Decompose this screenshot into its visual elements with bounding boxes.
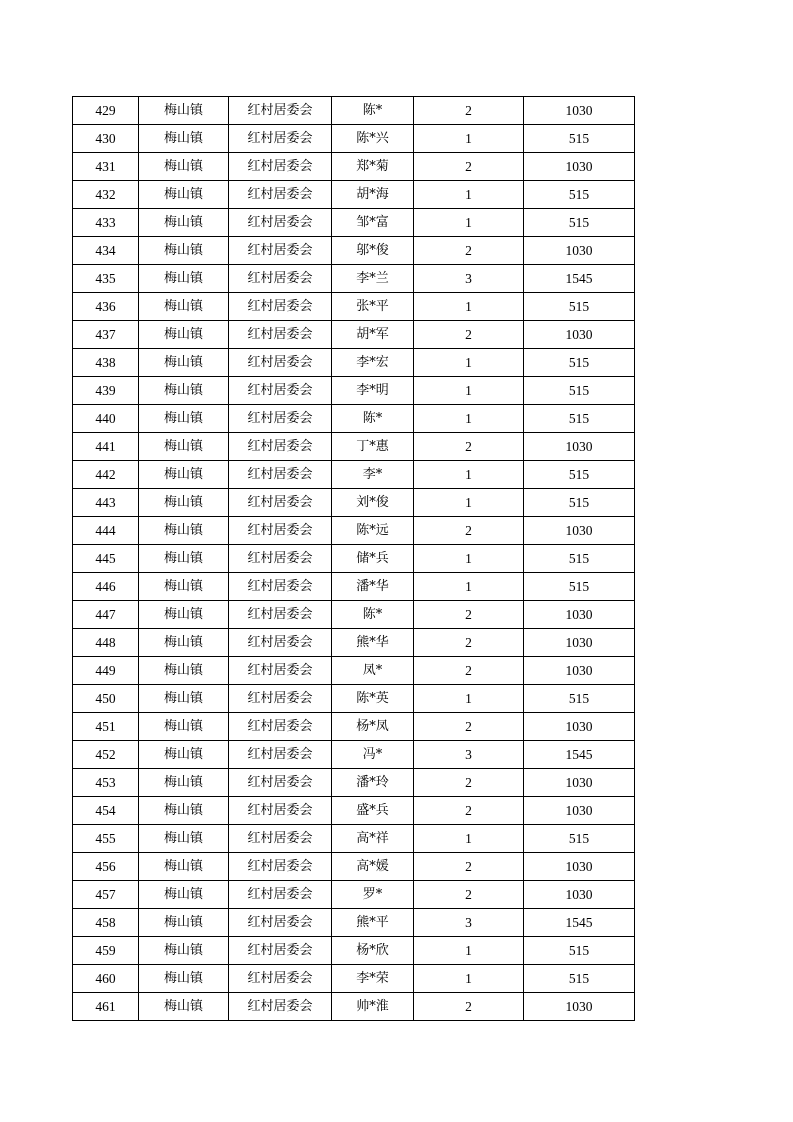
- name-cell: 刘*俊: [332, 489, 414, 517]
- table-row: [73, 349, 635, 377]
- name-cell: 陈*: [332, 601, 414, 629]
- table-row: [73, 209, 635, 237]
- town-cell: 梅山镇: [139, 881, 229, 909]
- household-size-cell: 1: [414, 965, 524, 993]
- committee-cell: 红村居委会: [229, 741, 332, 769]
- town-cell: 梅山镇: [139, 937, 229, 965]
- committee-cell: 红村居委会: [229, 181, 332, 209]
- name-cell: 李*荣: [332, 965, 414, 993]
- town-cell: 梅山镇: [139, 237, 229, 265]
- table-row: [73, 125, 635, 153]
- name-cell: 熊*平: [332, 909, 414, 937]
- row-number-cell: 435: [73, 265, 139, 293]
- row-number-cell: 445: [73, 545, 139, 573]
- committee-cell: 红村居委会: [229, 265, 332, 293]
- name-cell: 凤*: [332, 657, 414, 685]
- household-size-cell: 1: [414, 573, 524, 601]
- amount-cell: 515: [524, 125, 635, 153]
- amount-cell: 1030: [524, 433, 635, 461]
- name-cell: 丁*惠: [332, 433, 414, 461]
- committee-cell: 红村居委会: [229, 657, 332, 685]
- name-cell: 胡*军: [332, 321, 414, 349]
- name-cell: 陈*兴: [332, 125, 414, 153]
- name-cell: 胡*海: [332, 181, 414, 209]
- household-size-cell: 1: [414, 181, 524, 209]
- name-cell: 杨*凤: [332, 713, 414, 741]
- committee-cell: 红村居委会: [229, 909, 332, 937]
- town-cell: 梅山镇: [139, 517, 229, 545]
- row-number-cell: 431: [73, 153, 139, 181]
- town-cell: 梅山镇: [139, 741, 229, 769]
- town-cell: 梅山镇: [139, 545, 229, 573]
- table-row: [73, 853, 635, 881]
- committee-cell: 红村居委会: [229, 237, 332, 265]
- row-number-cell: 454: [73, 797, 139, 825]
- row-number-cell: 444: [73, 517, 139, 545]
- name-cell: 高*祥: [332, 825, 414, 853]
- table-row: [73, 909, 635, 937]
- row-number-cell: 442: [73, 461, 139, 489]
- committee-cell: 红村居委会: [229, 209, 332, 237]
- committee-cell: 红村居委会: [229, 881, 332, 909]
- amount-cell: 1030: [524, 657, 635, 685]
- name-cell: 陈*: [332, 405, 414, 433]
- roster-table: [72, 96, 635, 1021]
- amount-cell: 1030: [524, 713, 635, 741]
- town-cell: 梅山镇: [139, 601, 229, 629]
- amount-cell: 1030: [524, 97, 635, 125]
- row-number-cell: 443: [73, 489, 139, 517]
- table-row: [73, 489, 635, 517]
- committee-cell: 红村居委会: [229, 853, 332, 881]
- table-row: [73, 741, 635, 769]
- household-size-cell: 2: [414, 657, 524, 685]
- amount-cell: 1030: [524, 769, 635, 797]
- row-number-cell: 459: [73, 937, 139, 965]
- table-row: [73, 461, 635, 489]
- household-size-cell: 2: [414, 433, 524, 461]
- household-size-cell: 3: [414, 909, 524, 937]
- town-cell: 梅山镇: [139, 209, 229, 237]
- household-size-cell: 2: [414, 629, 524, 657]
- household-size-cell: 2: [414, 517, 524, 545]
- table-row: [73, 629, 635, 657]
- row-number-cell: 449: [73, 657, 139, 685]
- household-size-cell: 2: [414, 769, 524, 797]
- name-cell: 陈*: [332, 97, 414, 125]
- row-number-cell: 437: [73, 321, 139, 349]
- town-cell: 梅山镇: [139, 433, 229, 461]
- row-number-cell: 458: [73, 909, 139, 937]
- row-number-cell: 436: [73, 293, 139, 321]
- table-row: [73, 293, 635, 321]
- committee-cell: 红村居委会: [229, 321, 332, 349]
- town-cell: 梅山镇: [139, 489, 229, 517]
- committee-cell: 红村居委会: [229, 685, 332, 713]
- row-number-cell: 439: [73, 377, 139, 405]
- table-row: [73, 433, 635, 461]
- town-cell: 梅山镇: [139, 825, 229, 853]
- table-row: [73, 181, 635, 209]
- committee-cell: 红村居委会: [229, 349, 332, 377]
- household-size-cell: 2: [414, 713, 524, 741]
- household-size-cell: 2: [414, 993, 524, 1021]
- row-number-cell: 451: [73, 713, 139, 741]
- amount-cell: 1030: [524, 237, 635, 265]
- amount-cell: 515: [524, 181, 635, 209]
- amount-cell: 515: [524, 545, 635, 573]
- name-cell: 帅*淮: [332, 993, 414, 1021]
- household-size-cell: 2: [414, 853, 524, 881]
- name-cell: 邹*富: [332, 209, 414, 237]
- table-row: [73, 797, 635, 825]
- row-number-cell: 452: [73, 741, 139, 769]
- committee-cell: 红村居委会: [229, 601, 332, 629]
- household-size-cell: 1: [414, 461, 524, 489]
- row-number-cell: 440: [73, 405, 139, 433]
- name-cell: 张*平: [332, 293, 414, 321]
- row-number-cell: 455: [73, 825, 139, 853]
- committee-cell: 红村居委会: [229, 797, 332, 825]
- table-row: [73, 965, 635, 993]
- committee-cell: 红村居委会: [229, 937, 332, 965]
- amount-cell: 1030: [524, 517, 635, 545]
- roster-table-body: [73, 97, 635, 1021]
- amount-cell: 1030: [524, 321, 635, 349]
- table-row: [73, 713, 635, 741]
- household-size-cell: 1: [414, 489, 524, 517]
- amount-cell: 1030: [524, 629, 635, 657]
- name-cell: 郑*菊: [332, 153, 414, 181]
- household-size-cell: 1: [414, 349, 524, 377]
- row-number-cell: 446: [73, 573, 139, 601]
- household-size-cell: 1: [414, 209, 524, 237]
- amount-cell: 1030: [524, 153, 635, 181]
- committee-cell: 红村居委会: [229, 405, 332, 433]
- table-row: [73, 825, 635, 853]
- amount-cell: 1545: [524, 265, 635, 293]
- household-size-cell: 2: [414, 321, 524, 349]
- row-number-cell: 441: [73, 433, 139, 461]
- town-cell: 梅山镇: [139, 349, 229, 377]
- household-size-cell: 1: [414, 825, 524, 853]
- committee-cell: 红村居委会: [229, 433, 332, 461]
- household-size-cell: 2: [414, 153, 524, 181]
- row-number-cell: 448: [73, 629, 139, 657]
- household-size-cell: 1: [414, 545, 524, 573]
- amount-cell: 515: [524, 573, 635, 601]
- committee-cell: 红村居委会: [229, 461, 332, 489]
- committee-cell: 红村居委会: [229, 573, 332, 601]
- name-cell: 陈*远: [332, 517, 414, 545]
- amount-cell: 515: [524, 965, 635, 993]
- household-size-cell: 1: [414, 125, 524, 153]
- name-cell: 潘*华: [332, 573, 414, 601]
- town-cell: 梅山镇: [139, 97, 229, 125]
- committee-cell: 红村居委会: [229, 993, 332, 1021]
- amount-cell: 515: [524, 209, 635, 237]
- household-size-cell: 1: [414, 293, 524, 321]
- table-row: [73, 881, 635, 909]
- town-cell: 梅山镇: [139, 573, 229, 601]
- household-size-cell: 3: [414, 265, 524, 293]
- name-cell: 陈*英: [332, 685, 414, 713]
- town-cell: 梅山镇: [139, 657, 229, 685]
- committee-cell: 红村居委会: [229, 517, 332, 545]
- amount-cell: 1545: [524, 741, 635, 769]
- amount-cell: 515: [524, 825, 635, 853]
- committee-cell: 红村居委会: [229, 713, 332, 741]
- town-cell: 梅山镇: [139, 685, 229, 713]
- household-size-cell: 1: [414, 405, 524, 433]
- town-cell: 梅山镇: [139, 377, 229, 405]
- row-number-cell: 456: [73, 853, 139, 881]
- table-row: [73, 405, 635, 433]
- name-cell: 邬*俊: [332, 237, 414, 265]
- name-cell: 李*兰: [332, 265, 414, 293]
- committee-cell: 红村居委会: [229, 97, 332, 125]
- row-number-cell: 438: [73, 349, 139, 377]
- row-number-cell: 432: [73, 181, 139, 209]
- town-cell: 梅山镇: [139, 797, 229, 825]
- household-size-cell: 2: [414, 881, 524, 909]
- table-row: [73, 937, 635, 965]
- town-cell: 梅山镇: [139, 713, 229, 741]
- town-cell: 梅山镇: [139, 405, 229, 433]
- name-cell: 储*兵: [332, 545, 414, 573]
- committee-cell: 红村居委会: [229, 545, 332, 573]
- row-number-cell: 429: [73, 97, 139, 125]
- amount-cell: 1030: [524, 797, 635, 825]
- household-size-cell: 1: [414, 377, 524, 405]
- town-cell: 梅山镇: [139, 769, 229, 797]
- row-number-cell: 457: [73, 881, 139, 909]
- committee-cell: 红村居委会: [229, 769, 332, 797]
- table-row: [73, 993, 635, 1021]
- committee-cell: 红村居委会: [229, 489, 332, 517]
- amount-cell: 1030: [524, 601, 635, 629]
- amount-cell: 1030: [524, 853, 635, 881]
- name-cell: 熊*华: [332, 629, 414, 657]
- amount-cell: 1545: [524, 909, 635, 937]
- household-size-cell: 2: [414, 797, 524, 825]
- town-cell: 梅山镇: [139, 125, 229, 153]
- row-number-cell: 461: [73, 993, 139, 1021]
- committee-cell: 红村居委会: [229, 293, 332, 321]
- household-size-cell: 2: [414, 97, 524, 125]
- name-cell: 李*: [332, 461, 414, 489]
- town-cell: 梅山镇: [139, 181, 229, 209]
- name-cell: 冯*: [332, 741, 414, 769]
- household-size-cell: 2: [414, 237, 524, 265]
- town-cell: 梅山镇: [139, 909, 229, 937]
- table-row: [73, 97, 635, 125]
- amount-cell: 515: [524, 293, 635, 321]
- amount-cell: 1030: [524, 993, 635, 1021]
- amount-cell: 515: [524, 405, 635, 433]
- household-size-cell: 1: [414, 685, 524, 713]
- name-cell: 杨*欣: [332, 937, 414, 965]
- table-row: [73, 685, 635, 713]
- town-cell: 梅山镇: [139, 293, 229, 321]
- table-row: [73, 153, 635, 181]
- household-size-cell: 2: [414, 601, 524, 629]
- table-row: [73, 237, 635, 265]
- amount-cell: 515: [524, 489, 635, 517]
- amount-cell: 515: [524, 685, 635, 713]
- town-cell: 梅山镇: [139, 629, 229, 657]
- row-number-cell: 450: [73, 685, 139, 713]
- town-cell: 梅山镇: [139, 965, 229, 993]
- amount-cell: 515: [524, 349, 635, 377]
- town-cell: 梅山镇: [139, 461, 229, 489]
- committee-cell: 红村居委会: [229, 629, 332, 657]
- table-row: [73, 657, 635, 685]
- row-number-cell: 430: [73, 125, 139, 153]
- table-row: [73, 265, 635, 293]
- row-number-cell: 434: [73, 237, 139, 265]
- committee-cell: 红村居委会: [229, 965, 332, 993]
- table-row: [73, 545, 635, 573]
- name-cell: 盛*兵: [332, 797, 414, 825]
- household-size-cell: 1: [414, 937, 524, 965]
- table-row: [73, 517, 635, 545]
- town-cell: 梅山镇: [139, 321, 229, 349]
- row-number-cell: 447: [73, 601, 139, 629]
- table-row: [73, 769, 635, 797]
- household-size-cell: 3: [414, 741, 524, 769]
- amount-cell: 1030: [524, 881, 635, 909]
- committee-cell: 红村居委会: [229, 153, 332, 181]
- name-cell: 高*媛: [332, 853, 414, 881]
- table-row: [73, 321, 635, 349]
- name-cell: 罗*: [332, 881, 414, 909]
- row-number-cell: 453: [73, 769, 139, 797]
- name-cell: 李*宏: [332, 349, 414, 377]
- committee-cell: 红村居委会: [229, 125, 332, 153]
- committee-cell: 红村居委会: [229, 377, 332, 405]
- amount-cell: 515: [524, 377, 635, 405]
- table-row: [73, 377, 635, 405]
- name-cell: 潘*玲: [332, 769, 414, 797]
- amount-cell: 515: [524, 937, 635, 965]
- town-cell: 梅山镇: [139, 153, 229, 181]
- row-number-cell: 460: [73, 965, 139, 993]
- row-number-cell: 433: [73, 209, 139, 237]
- table-row: [73, 573, 635, 601]
- committee-cell: 红村居委会: [229, 825, 332, 853]
- town-cell: 梅山镇: [139, 993, 229, 1021]
- table-row: [73, 601, 635, 629]
- amount-cell: 515: [524, 461, 635, 489]
- town-cell: 梅山镇: [139, 853, 229, 881]
- town-cell: 梅山镇: [139, 265, 229, 293]
- name-cell: 李*明: [332, 377, 414, 405]
